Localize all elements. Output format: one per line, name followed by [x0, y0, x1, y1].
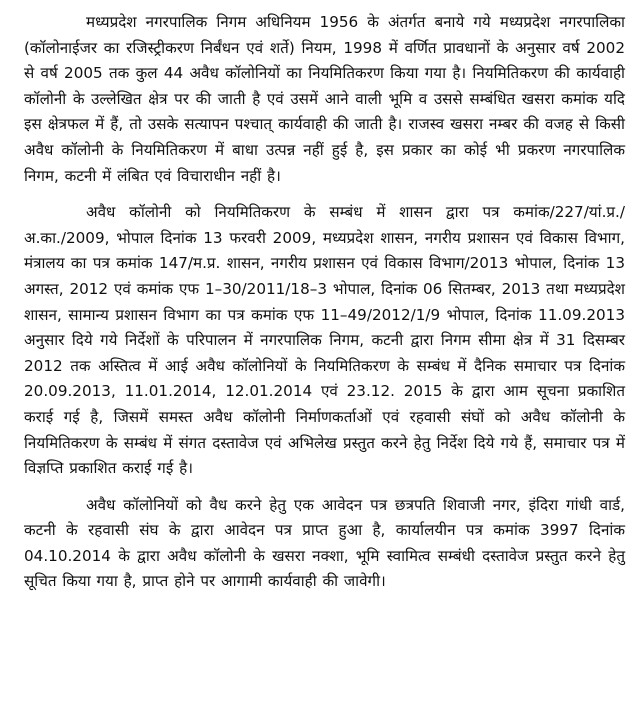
paragraph-government-directives: अवैध कॉलोनी को नियमितिकरण के सम्बंध में शासन द्वारा पत्र कमांक/227/यां.प्र./अ.का./2009, भोपाल दिनांक 13 फरवरी 2009, मध्यप्रदेश शासन, नगरीय प्रशासन एवं विकास विभाग, मंत्रालय का पत्र कमांक 147/म.प्र. शासन, नगरीय प्रशासन एवं विकास विभाग/2013 भोपाल, दिनांक 13 अगस्त, 2012 एवं कमांक एफ 1–30/2011/18–3 भोपाल, दिनांक 06 सितम्बर, 2013 तथा मध्यप्रदेश शासन, सामान्य प्रशासन विभाग का पत्र कमांक एफ 11–49/2012/1/9 भोपाल, दिनांक 11.09.2013 अनुसार दिये गये निर्देशों के परिपालन में नगरपालिक निगम, कटनी द्वारा निगम सीमा क्षेत्र में 31 दिसम्बर 2012 तक अस्तित्व में आई अवैध कॉलोनियों के नियमितिकरण के सम्बंध में दैनिक समाचार पत्र दिनांक 20.09.2013, 11.01.2014, 12.01.2014 एवं 23.12. 2015 के द्वारा आम सूचना प्रकाशित कराई गई है, जिसमें समस्त अवैध कॉलोनी निर्माणकर्ताओं एवं रहवासी संघों को अवैध कॉलोनी के नियमितिकरण के सम्बंध में संगत दस्तावेज एवं अभिलेख प्रस्तुत करने हेतु निर्देश दिये गये हैं, समाचार पत्र में विज्ञप्ति प्रकाशित कराई गई है। [24, 203, 625, 478]
paragraph-regularization-history: मध्यप्रदेश नगरपालिक निगम अधिनियम 1956 के अंतर्गत बनाये गये मध्यप्रदेश नगरपालिका (कॉलोनाईजर का रजिस्ट्रीकरण निर्बंधन एवं शर्ते) नियम, 1998 में वर्णित प्रावधानों के अनुसार वर्ष 2002 से वर्ष 2005 तक कुल 44 अवैध कॉलोनियों का नियमितिकरण किया गया है। नियमितिकरण की कार्यवाही कॉलोनी के उल्लेखित क्षेत्र पर की जाती है एवं उसमें आने वाली भूमि व उससे सम्बंधित खसरा कमांक यदि इस क्षेत्रफल में हैं, तो उसके सत्यापन पश्चात् कार्यवाही की जाती है। राजस्व खसरा नम्बर की वजह से किसी अवैध कॉलोनी के नियमितिकरण में बाधा उत्पन्न नहीं हुई है, इस प्रकार का कोई भी प्रकरण नगरपालिक निगम, कटनी में लंबित एवं विचाराधीन नहीं है। [24, 13, 625, 185]
paragraph-application-received: अवैध कॉलोनियों को वैध करने हेतु एक आवेदन पत्र छत्रपति शिवाजी नगर, इंदिरा गांधी वार्ड, कटनी के रहवासी संघ के द्वारा आवेदन पत्र प्राप्त हुआ है, कार्यालयीन पत्र कमांक 3997 दिनांक 04.10.2014 के द्वारा अवैध कॉलोनी के खसरा नक्शा, भूमि स्वामित्व सम्बंधी दस्तावेज प्रस्तुत करने हेतु सूचित किया गया है, प्राप्त होने पर आगामी कार्यवाही की जावेगी। [24, 495, 625, 591]
